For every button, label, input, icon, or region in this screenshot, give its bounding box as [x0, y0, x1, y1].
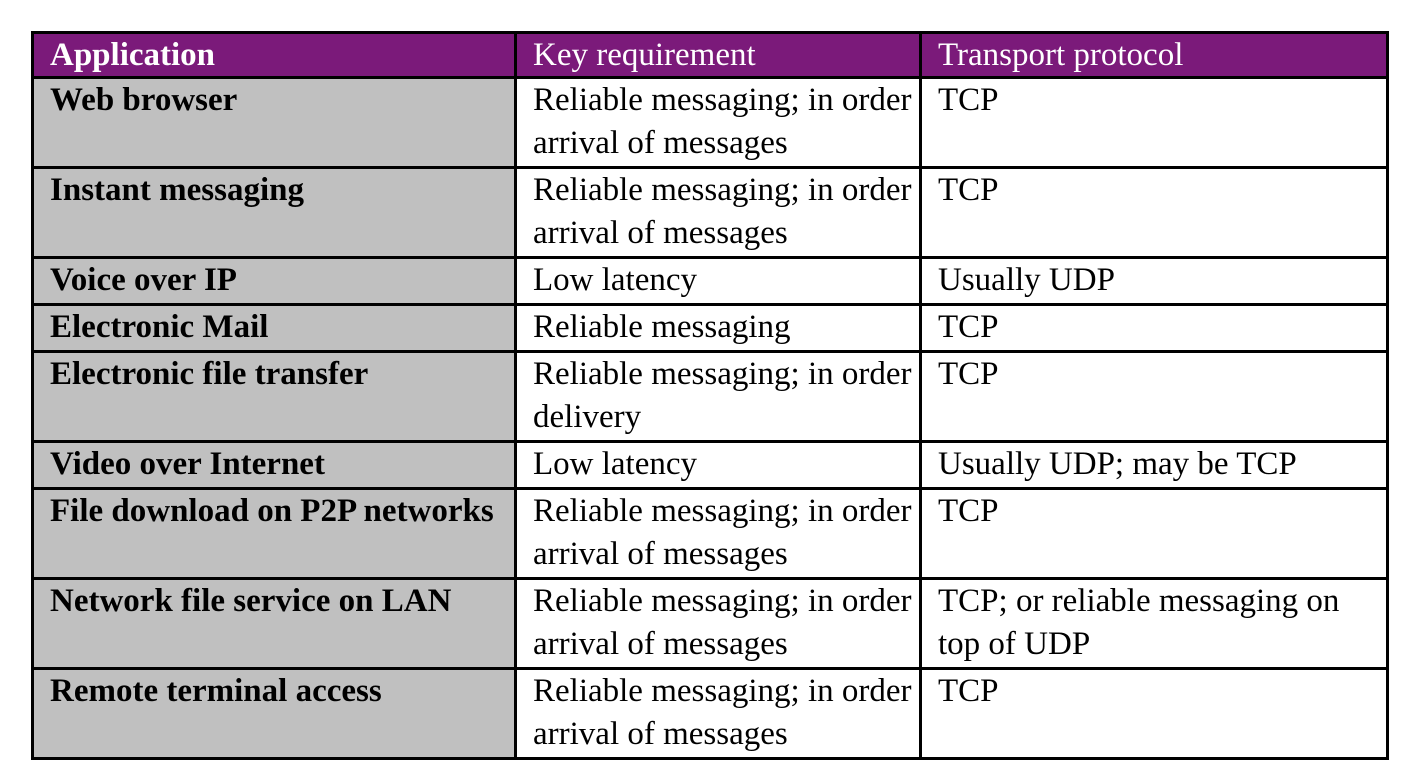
requirement-cell: Reliable messaging; in order arrival of messages: [516, 489, 921, 579]
requirement-cell: Low latency: [516, 258, 921, 305]
requirement-cell: Reliable messaging; in order arrival of messages: [516, 579, 921, 669]
table-row: [33, 352, 1388, 442]
header-key-requirement: Key requirement: [516, 33, 921, 78]
protocol-table-container: [31, 31, 1386, 760]
table-row: [33, 442, 1388, 489]
requirement-cell: Reliable messaging; in order arrival of messages: [516, 669, 921, 759]
table-header-row: [33, 33, 1388, 78]
application-cell: Network file service on LAN: [33, 579, 516, 669]
application-cell: Voice over IP: [33, 258, 516, 305]
table-row: [33, 305, 1388, 352]
protocol-cell: TCP; or reliable messaging on top of UDP: [921, 579, 1388, 669]
application-cell: File download on P2P networks: [33, 489, 516, 579]
protocol-cell: TCP: [921, 168, 1388, 258]
requirement-cell: Low latency: [516, 442, 921, 489]
application-cell: Electronic Mail: [33, 305, 516, 352]
protocol-cell: TCP: [921, 669, 1388, 759]
protocol-cell: TCP: [921, 352, 1388, 442]
protocol-cell: TCP: [921, 489, 1388, 579]
header-application: Application: [33, 33, 516, 78]
protocol-cell: TCP: [921, 78, 1388, 168]
table-row: [33, 669, 1388, 759]
application-cell: Web browser: [33, 78, 516, 168]
header-transport-protocol: Transport protocol: [921, 33, 1388, 78]
requirement-cell: Reliable messaging; in order arrival of messages: [516, 78, 921, 168]
requirement-cell: Reliable messaging: [516, 305, 921, 352]
requirement-cell: Reliable messaging; in order delivery: [516, 352, 921, 442]
table-row: [33, 168, 1388, 258]
requirement-cell: Reliable messaging; in order arrival of messages: [516, 168, 921, 258]
application-cell: Remote terminal access: [33, 669, 516, 759]
protocol-cell: TCP: [921, 305, 1388, 352]
application-cell: Video over Internet: [33, 442, 516, 489]
table-row: [33, 78, 1388, 168]
application-cell: Instant messaging: [33, 168, 516, 258]
table-row: [33, 258, 1388, 305]
application-cell: Electronic file transfer: [33, 352, 516, 442]
protocol-cell: Usually UDP: [921, 258, 1388, 305]
application-protocol-table: [31, 31, 1389, 760]
table-row: [33, 579, 1388, 669]
table-row: [33, 489, 1388, 579]
protocol-cell: Usually UDP; may be TCP: [921, 442, 1388, 489]
